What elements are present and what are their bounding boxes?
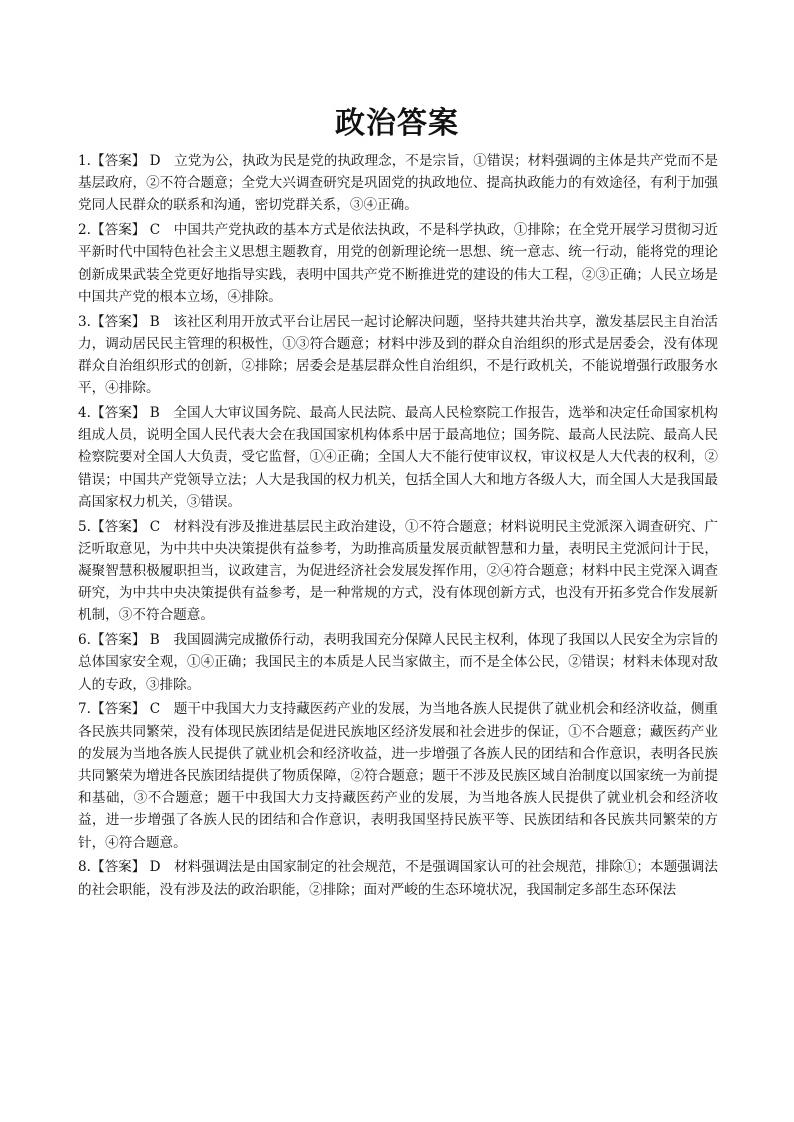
answer-text: 8.【答案】 D 材料强调法是由国家制定的社会规范，不是强调国家认可的社会规范，排除①；本题强调法的社会职能，没有涉及法的政治职能，②排除；面对严峻的生态环境状况，我国制定多部生态环保法 (78, 859, 718, 898)
answer-item-5 (78, 516, 718, 627)
answer-text: 1.【答案】 D 立党为公，执政为民是党的执政理念，不是宗旨，①错误；材料强调的主体是共产党而不是基层政府，②不符合题意；全党大兴调查研究是巩固党的执政地位、提高执政能力的有效途径，有利于加强党同人民群众的联系和沟通，密切党群关系，③④正确。 (78, 153, 718, 214)
answer-text: 3.【答案】 B 该社区利用开放式平台让居民一起讨论解决问题，坚持共建共治共享，激发基层民主自治活力，调动居民民主管理的积极性，①③符合题意；材料中涉及到的群众自治组织的形式是居委会，没有体现群众自治组织形式的创新，②排除；居委会是基层群众性自治组织，不是行政机关，不能说增强行政服务水平，④排除。 (78, 313, 718, 397)
answer-item-7 (78, 698, 718, 853)
answer-item-3 (78, 311, 718, 400)
answer-item-1 (78, 150, 718, 217)
answer-text: 6.【答案】 B 我国圆满完成撤侨行动，表明我国充分保障人民民主权利，体现了我国以人民安全为宗旨的总体国家安全观，①④正确；我国民主的本质是人民当家做主，而不是全体公民，②错误；材料未体现对敌人的专政，③排除。 (78, 632, 718, 693)
answer-text: 7.【答案】 C 题干中我国大力支持藏医药产业的发展，为当地各族人民提供了就业机会和经济收益，侧重各民族共同繁荣，没有体现民族团结是促进民族地区经济发展和社会进步的保证，①不合题意；藏医药产业的发展为当地各族人民提供了就业机会和经济收益，进一步增强了各族人民的团结和合作意识，表明各民族共同繁荣为增进各民族团结提供了物质保障，②符合题意；题干不涉及民族区域自治制度以国家统一为前提和基础，③不合题意；题干中我国大力支持藏医药产业的发展，为当地各族人民提供了就业机会和经济收益，进一步增强了各族人民的团结和合作意识，表明我国坚持民族平等、民族团结和各民族共同繁荣的方针，④符合题意。 (78, 701, 718, 851)
answer-list (78, 150, 718, 903)
answer-item-6 (78, 629, 718, 696)
answer-text: 5.【答案】 C 材料没有涉及推进基层民主政治建设，①不符合题意；材料说明民主党派深入调查研究、广泛听取意见，为中共中央决策提供有益参考，为助推高质量发展贡献智慧和力量，表明民主党派问计于民，凝聚智慧积极履职担当，议政建言，为促进经济社会发展发挥作用，②④符合题意；材料中民主党深入调查研究，为中共中央决策提供有益参考，是一种常规的方式，没有体现创新方式，也没有开拓多党合作发展新机制，③不符合题意。 (78, 518, 718, 624)
page-title: 政治答案 (335, 106, 459, 141)
answer-text: 2.【答案】 C 中国共产党执政的基本方式是依法执政，不是科学执政，①排除；在全党开展学习贯彻习近平新时代中国特色社会主义思想主题教育，用党的创新理论统一思想、统一意志、统一行动，能将党的理论创新成果武装全党更好地指导实践，表明中国共产党不断推进党的建设的伟大工程，②③正确；人民立场是中国共产党的根本立场，④排除。 (78, 222, 718, 305)
answer-item-2 (78, 219, 718, 308)
answer-item-4 (78, 402, 718, 513)
answer-item-8 (78, 856, 718, 900)
answer-text: 4.【答案】 B 全国人大审议国务院、最高人民法院、最高人民检察院工作报告，选举和决定任命国家机构组成人员，说明全国人民代表大会在我国国家机构体系中居于最高地位；国务院、最高人民法院、最高人民检察院要对全国人大负责，受它监督，①④正确；全国人大不能行使审议权，审议权是人大代表的权利，②错误；中国共产党领导立法；人大是我国的权力机关，包括全国人大和地方各级人大，而全国人大是我国最高国家权力机关，③错误。 (78, 405, 718, 510)
